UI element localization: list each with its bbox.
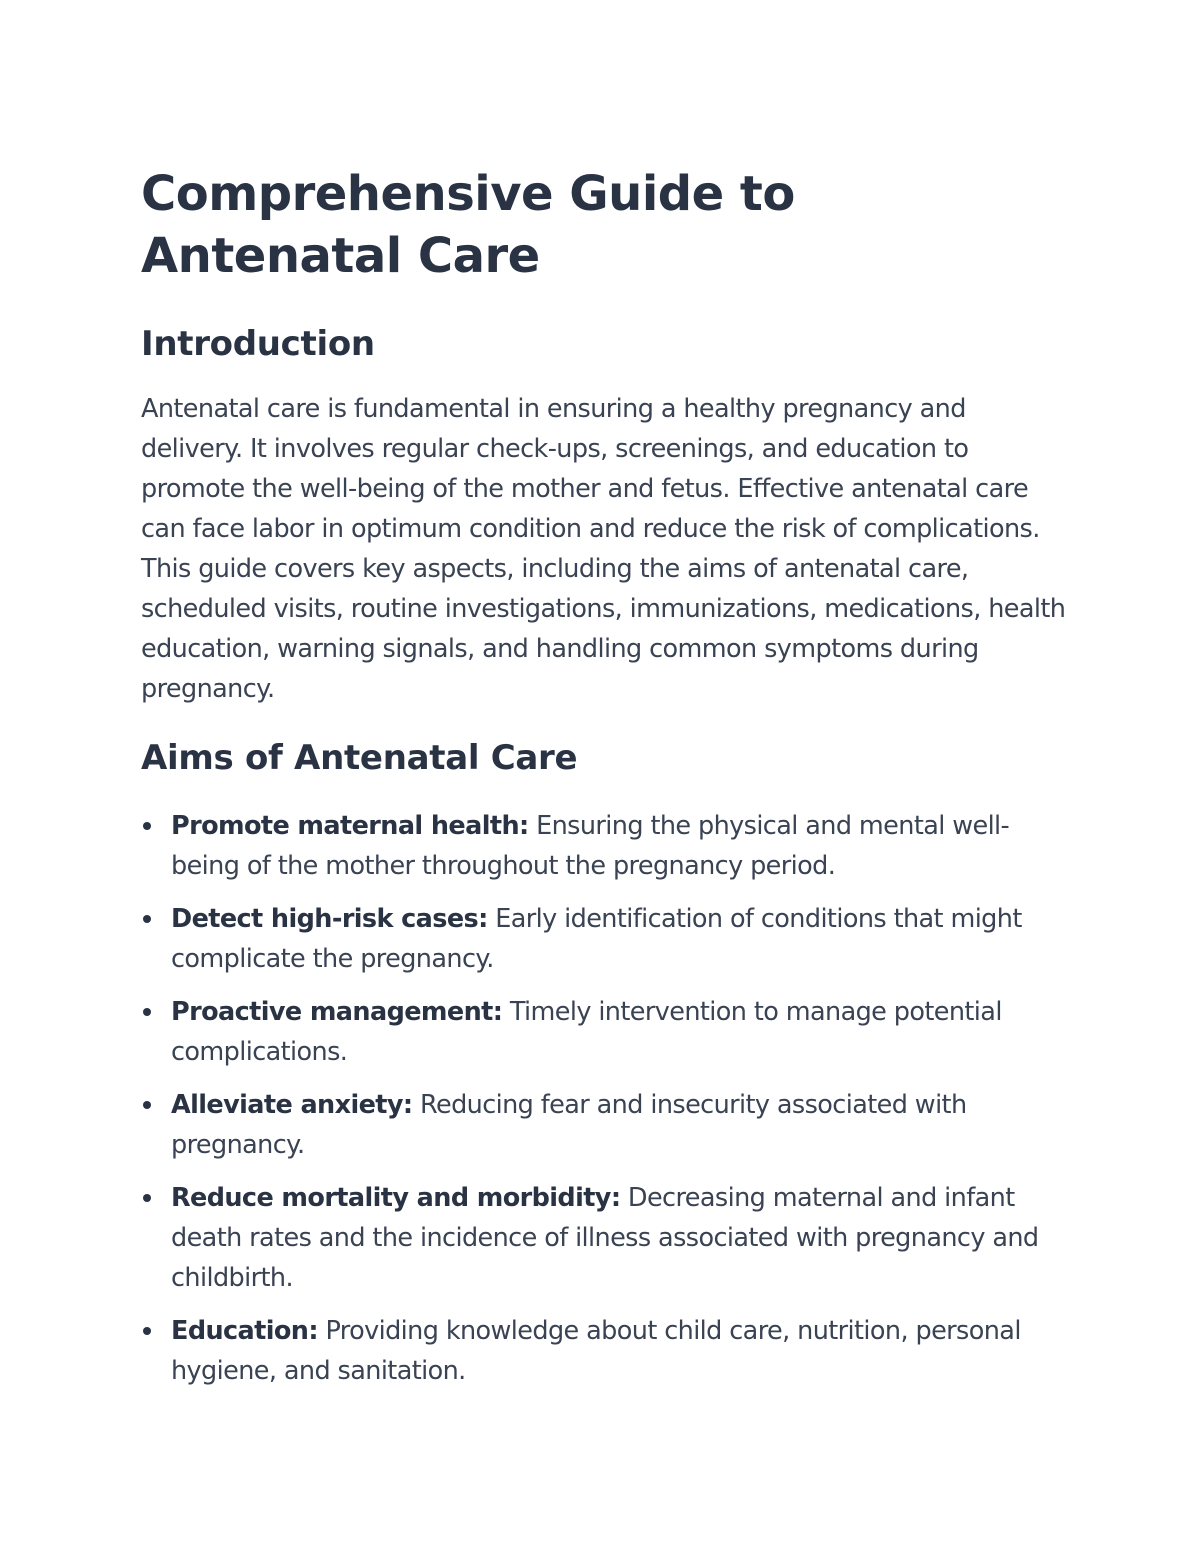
list-item-description: Timely intervention to manage potential complications. [171, 997, 1002, 1067]
introduction-heading: Introduction [141, 324, 375, 364]
list-item [141, 1311, 1071, 1391]
bullet-icon [143, 1327, 151, 1335]
aims-list [141, 806, 1071, 1391]
list-item-term: Reduce mortality and morbidity: [171, 1183, 621, 1213]
aims-heading: Aims of Antenatal Care [141, 738, 578, 778]
list-item-description: Early identification of conditions that might complicate the pregnancy. [171, 904, 1022, 974]
list-item [141, 899, 1071, 979]
list-item [141, 806, 1071, 886]
bullet-icon [143, 915, 151, 923]
list-item-term: Promote maternal health: [171, 811, 529, 841]
page-title: Comprehensive Guide to Antenatal Care [141, 166, 795, 284]
list-item [141, 1178, 1071, 1298]
list-item-term: Alleviate anxiety: [171, 1090, 413, 1120]
list-item-term: Detect high-risk cases: [171, 904, 488, 934]
list-item [141, 992, 1071, 1072]
bullet-icon [143, 822, 151, 830]
list-item-description: Ensuring the physical and mental well-being of the mother throughout the pregnancy period. [171, 811, 1010, 881]
list-item-description: Providing knowledge about child care, nutrition, personal hygiene, and sanitation. [171, 1316, 1021, 1386]
bullet-icon [143, 1101, 151, 1109]
document-page [141, 163, 1071, 1404]
list-item-description: Reducing fear and insecurity associated with pregnancy. [171, 1090, 967, 1160]
list-item [141, 1085, 1071, 1165]
list-item-term: Proactive management: [171, 997, 503, 1027]
bullet-icon [143, 1194, 151, 1202]
bullet-icon [143, 1008, 151, 1016]
list-item-term: Education: [171, 1316, 318, 1346]
list-item-description: Decreasing maternal and infant death rates and the incidence of illness associated with pregnancy and childbirth. [171, 1183, 1039, 1293]
introduction-paragraph: Antenatal care is fundamental in ensuring a healthy pregnancy and delivery. It involves regular check-ups, screenings, and education to promote the well-being of the mother and fetus. Effective antenatal care can face labor in optimum condition and reduce the risk of complications. This guide covers key aspects, including the aims of antenatal care, scheduled visits, routine investigations, immunizations, medications, health education, warning signals, and handling common symptoms during pregnancy. [141, 394, 1066, 704]
